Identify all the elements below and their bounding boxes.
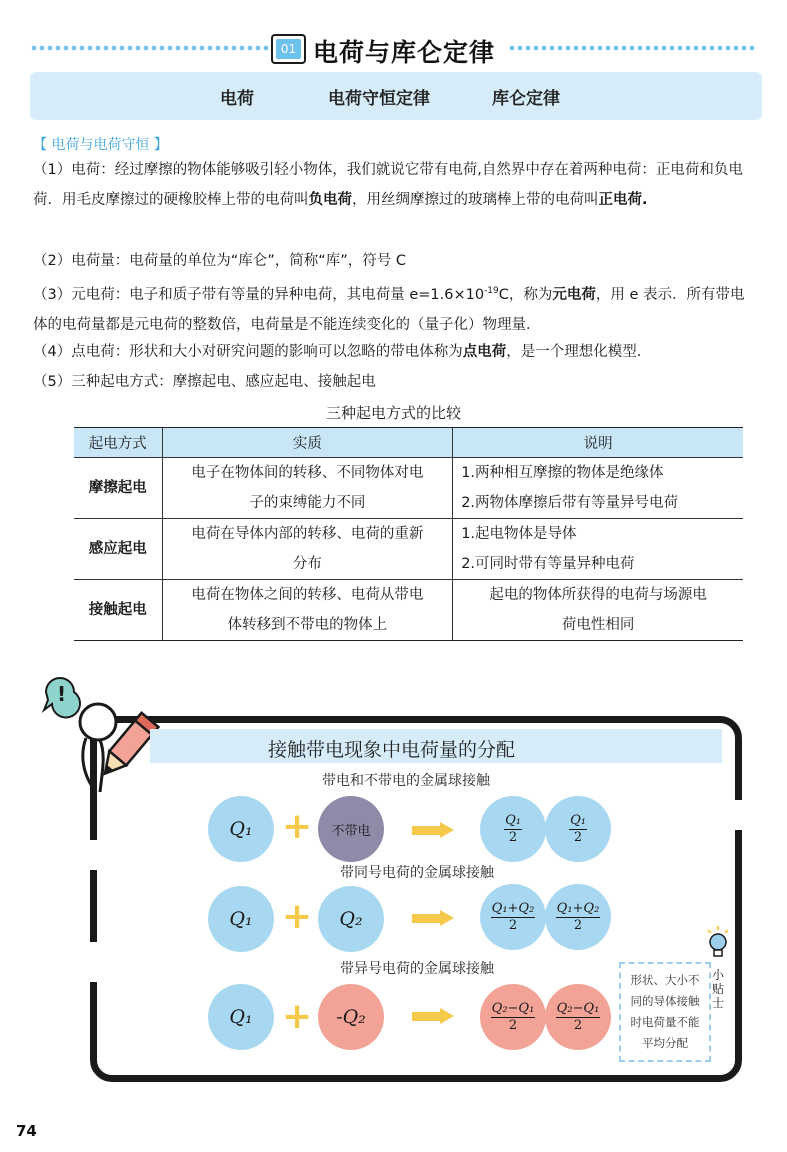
charged-ball: Q₁ bbox=[208, 984, 274, 1050]
case-label: 带异号电荷的金属球接触 bbox=[340, 961, 494, 977]
notes-cell: 1.两种相互摩擦的物体是绝缘体 2.两物体摩擦后带有等量异号电荷 bbox=[453, 458, 743, 519]
essence-cell: 电荷在导体内部的转移、电荷的重新 分布 bbox=[162, 519, 453, 580]
neutral-ball: 不带电 bbox=[318, 796, 384, 862]
section-number-badge bbox=[271, 34, 306, 64]
result-ball: $\frac{\text{Q₁}}{2}$ bbox=[480, 796, 546, 862]
comparison-table bbox=[74, 427, 743, 641]
topic-tab-bar bbox=[30, 72, 762, 120]
method-cell: 摩擦起电 bbox=[74, 458, 162, 519]
table-row bbox=[74, 519, 743, 580]
section-heading: 【 电荷与电荷守恒 】 bbox=[33, 137, 168, 153]
header-dots-left bbox=[30, 45, 268, 51]
point-charge-term: 点电荷 bbox=[462, 344, 507, 360]
method-cell: 感应起电 bbox=[74, 519, 162, 580]
negative-charge-term: 负电荷 bbox=[308, 192, 352, 208]
essence-cell: 电子在物体间的转移、不同物体对电 子的束缚能力不同 bbox=[162, 458, 453, 519]
mascot-head-icon bbox=[80, 704, 116, 740]
plus-icon: + bbox=[282, 996, 313, 1037]
paragraph-3: （3）元电荷：电子和质子带有等量的异种电荷，其电荷量 $e=1.6\times 10^{-19}C$，称为元电荷，用 e 表示．所有带电体的电荷量都是元电荷的整数倍，电荷量是不能连续变化的（量子化）物理量． bbox=[33, 286, 745, 333]
tab-conservation[interactable]: 电荷守恒定律 bbox=[328, 89, 430, 109]
essence-cell: 电荷在物体之间的转移、电荷从带电 体转移到不带电的物体上 bbox=[162, 580, 453, 641]
result-ball: $\frac{\text{Q₂−Q₁}}{2}$ bbox=[480, 984, 546, 1050]
lightbulb-icon bbox=[704, 926, 734, 966]
paragraph-2: （2）电荷量：电荷量的单位为“库仑”，简称“库”，符号 C bbox=[33, 253, 407, 269]
charged-ball: Q₁ bbox=[208, 796, 274, 862]
charged-ball: Q₁ bbox=[208, 886, 274, 952]
header-dots-right bbox=[508, 45, 758, 51]
table-caption: 三种起电方式的比较 bbox=[325, 404, 461, 422]
exclaim-mark: ! bbox=[57, 682, 67, 706]
tip-box: 形状、大小不 同的导体接触 时电荷量不能 平均分配 bbox=[619, 962, 711, 1062]
paragraph-5: （5）三种起电方式：摩擦起电、感应起电、接触起电 bbox=[33, 374, 376, 390]
plus-icon: + bbox=[282, 896, 313, 937]
case-label: 带电和不带电的金属球接触 bbox=[322, 773, 490, 789]
illustration-title-bar bbox=[150, 729, 722, 763]
positive-charge-term: 正电荷 bbox=[598, 192, 642, 208]
tab-charge[interactable]: 电荷 bbox=[220, 89, 254, 109]
column-header: 起电方式 bbox=[74, 428, 162, 458]
notes-cell: 1.起电物体是导体 2.可同时带有等量异种电荷 bbox=[453, 519, 743, 580]
paragraph-4: （4）点电荷：形状和大小对研究问题的影响可以忽略的带电体称为点电荷，是一个理想化模型． bbox=[33, 344, 652, 360]
result-ball: $\frac{\text{Q₂−Q₁}}{2}$ bbox=[545, 984, 611, 1050]
arrow-right-icon bbox=[412, 910, 456, 926]
plus-icon: + bbox=[282, 806, 313, 847]
notes-cell: 起电的物体所获得的电荷与场源电 荷电性相同 bbox=[453, 580, 743, 641]
method-cell: 接触起电 bbox=[74, 580, 162, 641]
table-header-row bbox=[74, 428, 743, 458]
opposite-charged-ball: -Q₂ bbox=[318, 984, 384, 1050]
tab-coulomb[interactable]: 库仑定律 bbox=[492, 89, 560, 109]
result-ball: $\frac{\text{Q₁}}{2}$ bbox=[545, 796, 611, 862]
case-label: 带同号电荷的金属球接触 bbox=[340, 865, 494, 881]
elementary-charge-term: 元电荷 bbox=[552, 286, 596, 303]
paragraph-1: （1）电荷：经过摩擦的物体能够吸引轻小物体，我们就说它带有电荷,自然界中存在着两种电荷：正电荷和负电荷．用毛皮摩擦过的硬橡胶棒上带的电荷叫负电荷，用丝绸摩擦过的玻璃棒上带的电荷叫正电荷. bbox=[33, 162, 743, 208]
column-header: 说明 bbox=[453, 428, 743, 458]
page-number: 74 bbox=[16, 1122, 37, 1140]
section-number: 01 bbox=[276, 39, 301, 59]
arrow-right-icon bbox=[412, 1008, 456, 1024]
result-ball: $\frac{\text{Q₁+Q₂}}{2}$ bbox=[480, 884, 546, 950]
illustration-title: 接触带电现象中电荷量的分配 bbox=[268, 739, 516, 761]
table-row bbox=[74, 458, 743, 519]
result-ball: $\frac{\text{Q₁+Q₂}}{2}$ bbox=[545, 884, 611, 950]
tip-label: 小贴士 bbox=[711, 968, 724, 1010]
arrow-right-icon bbox=[412, 822, 456, 838]
page-title: 电荷与库仑定律 bbox=[313, 38, 496, 67]
column-header: 实质 bbox=[162, 428, 453, 458]
table-row bbox=[74, 580, 743, 641]
charged-ball: Q₂ bbox=[318, 886, 384, 952]
